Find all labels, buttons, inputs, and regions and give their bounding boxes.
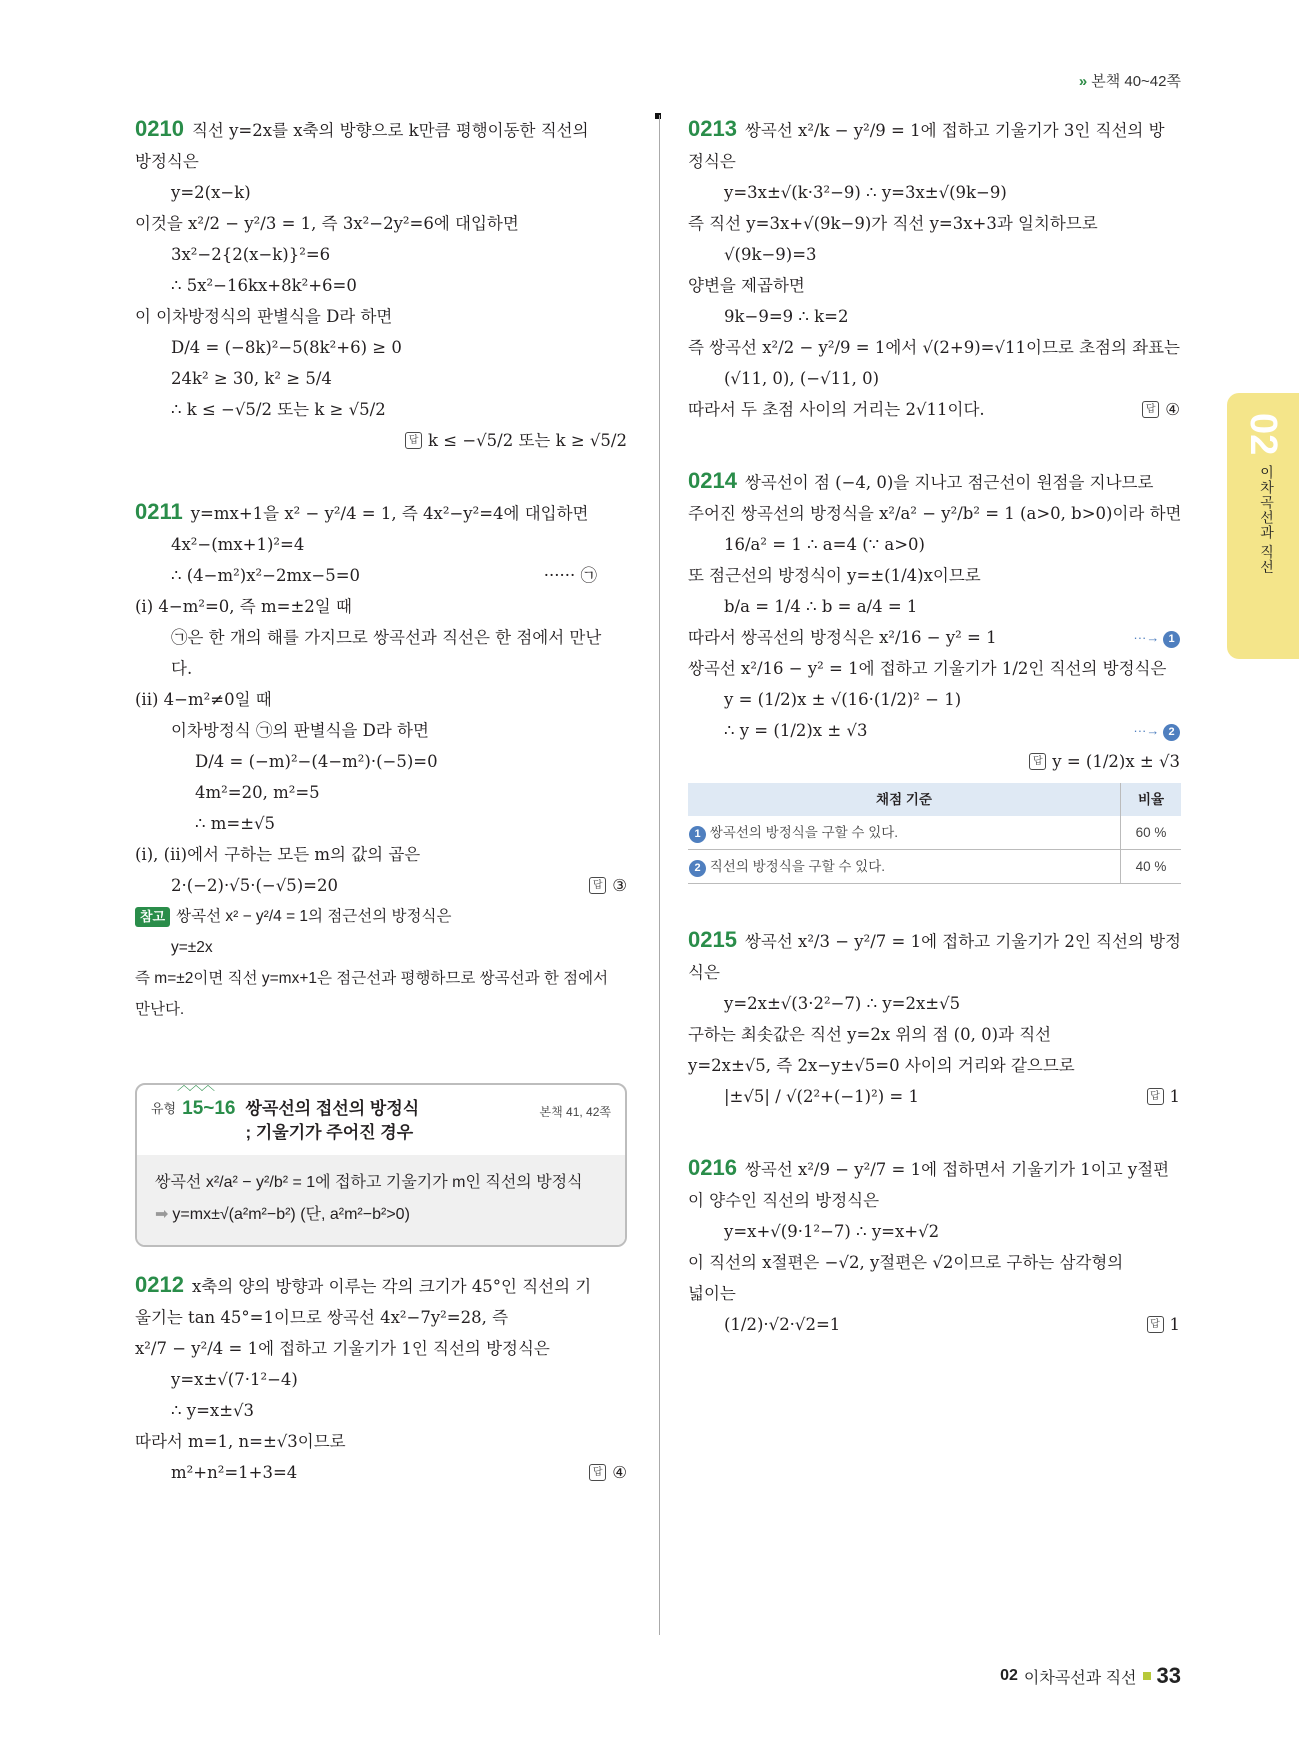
step-marker: ···→ 1 [1133, 622, 1180, 653]
text-line: x축의 양의 방향과 이루는 각의 크기가 45°인 직선의 기 [191, 1277, 592, 1296]
note-tag: 참고 [135, 907, 170, 927]
problem-number: 0211 [135, 499, 183, 524]
answer [589, 1457, 627, 1488]
text-line: 이 양수인 직선의 방정식은 [688, 1191, 880, 1210]
problem-0216 [688, 1152, 1180, 1340]
text-line: 즉 직선 y=3x+√(9k−9)가 직선 y=3x+3과 일치하므로 [688, 214, 1098, 233]
text-line: 식은 [688, 963, 720, 982]
equation-line: 9k−9=9 ∴ k=2 [724, 307, 849, 326]
equation-marker: ······ ㉠ [543, 566, 597, 585]
step-marker-1-icon: 1 [689, 826, 706, 843]
problem-number: 0210 [135, 116, 184, 141]
type-reference: 본책 41, 42쪽 [539, 1105, 611, 1119]
text-line: (ii) 4−m²≠0일 때 [135, 690, 272, 709]
text-line: 따라서 쌍곡선의 방정식은 x²/16 − y² = 1 [688, 628, 997, 647]
equation-line: D/4 = (−8k)²−5(8k²+6) ≥ 0 [171, 338, 402, 357]
note-line: 즉 m=±2이면 직선 y=mx+1은 점근선과 평행하므로 쌍곡선과 한 점에서 [135, 970, 609, 987]
equation-line: y=x+√(9·1²−7) ∴ y=x+√2 [724, 1222, 940, 1241]
column-divider-mark [655, 113, 661, 119]
grading-criterion: 직선의 방정식을 구할 수 있다. [709, 859, 886, 874]
type-summary-box [135, 1078, 627, 1247]
equation-line: ∴ y=x±√3 [171, 1401, 255, 1420]
equation-line: ∴ k ≤ −√5/2 또는 k ≥ √5/2 [171, 400, 386, 419]
answer [1147, 1081, 1181, 1112]
grading-percent: 60 % [1121, 816, 1182, 850]
problem-0215 [688, 924, 1180, 1112]
answer [1147, 1309, 1181, 1340]
problem-0212 [135, 1269, 627, 1488]
grading-percent: 40 % [1121, 850, 1182, 884]
answer-badge-icon: 답 [1147, 1088, 1164, 1105]
equation-line: b/a = 1/4 ∴ b = a/4 = 1 [724, 597, 918, 616]
answer-text: ③ [612, 876, 627, 895]
equation-line: 3x²−2{2(x−k)}²=6 [171, 245, 331, 264]
answer-text: 1 [1169, 1315, 1180, 1334]
equation-line: |±√5| / √(2²+(−1)²) = 1 [724, 1087, 919, 1106]
problem-0210 [135, 113, 627, 456]
text-line: y=mx+1을 x² − y²/4 = 1, 즉 4x²−y²=4에 대입하면 [190, 504, 589, 523]
text-line: 방정식은 [135, 152, 199, 171]
page-header-ref [1079, 70, 1181, 91]
type-label: 유형 [151, 1101, 177, 1116]
equation-line: m²+n²=1+3=4 [171, 1463, 298, 1482]
equation-line: y=3x±√(k·3²−9) ∴ y=3x±√(9k−9) [724, 183, 1007, 202]
note-line: y=±2x [171, 939, 213, 956]
text-line: 쌍곡선이 점 (−4, 0)을 지나고 점근선이 원점을 지나므로 [744, 473, 1154, 492]
answer-badge-icon: 답 [589, 1464, 606, 1481]
problem-0213 [688, 113, 1180, 425]
table-row [688, 850, 1181, 884]
problem-0214 [688, 465, 1180, 884]
answer-text: ④ [612, 1463, 627, 1482]
right-column [688, 113, 1180, 1340]
problem-number: 0213 [688, 116, 737, 141]
answer-badge-icon: 답 [405, 432, 422, 449]
grading-header: 비율 [1121, 783, 1182, 816]
side-tab-title: 이차곡선과 직선 [1259, 465, 1275, 575]
footer-chapter-title: 이차곡선과 직선 [1023, 1669, 1137, 1687]
answer-text: k ≤ −√5/2 또는 k ≥ √5/2 [428, 431, 627, 450]
step-marker: ···→ 2 [1133, 715, 1180, 746]
header-ref-text: 본책 40~42쪽 [1091, 73, 1181, 90]
grading-table [688, 783, 1181, 884]
equation-line: ∴ m=±√5 [195, 814, 276, 833]
problem-number: 0214 [688, 468, 737, 493]
note-line: 쌍곡선 x² − y²/4 = 1의 점근선의 방정식은 [176, 908, 452, 925]
text-line: 쌍곡선 x²/9 − y²/7 = 1에 접하면서 기울기가 1이고 y절편 [744, 1160, 1170, 1179]
equation-line: y=2x±√(3·2²−7) ∴ y=2x±√5 [724, 994, 961, 1013]
equation-line: y=2(x−k) [171, 183, 251, 202]
equation-line: ∴ 5x²−16kx+8k²+6=0 [171, 276, 357, 295]
text-line: 즉 쌍곡선 x²/2 − y²/9 = 1에서 √(2+9)=√11이므로 초점의 좌표는 [688, 338, 1180, 357]
type-body-line: y=mx±√(a²m²−b²) (단, a²m²−b²>0) [172, 1206, 410, 1223]
text-line: 이차방정식 ㉠의 판별식을 D라 하면 [171, 721, 429, 740]
note-line: 만난다. [135, 1001, 185, 1018]
problem-number: 0215 [688, 927, 737, 952]
text-line: 따라서 m=1, n=±√3이므로 [135, 1432, 346, 1451]
answer [405, 425, 627, 456]
text-line: (i) 4−m²=0, 즉 m=±2일 때 [135, 597, 352, 616]
column-divider [659, 115, 660, 1635]
page-footer [1000, 1663, 1181, 1689]
text-line: 따라서 두 초점 사이의 거리는 2√11이다. [688, 400, 985, 419]
text-line: 구하는 최솟값은 직선 y=2x 위의 점 (0, 0)과 직선 [688, 1025, 1052, 1044]
answer-badge-icon: 답 [1142, 401, 1159, 418]
equation-line: ∴ y = (1/2)x ± √3 [724, 721, 868, 740]
type-title: 쌍곡선의 접선의 방정식 [245, 1099, 420, 1118]
text-line: 직선 y=2x를 x축의 방향으로 k만큼 평행이동한 직선의 [191, 121, 589, 140]
problem-0211 [135, 496, 627, 1025]
answer-badge-icon: 답 [1147, 1316, 1164, 1333]
text-line: x²/7 − y²/4 = 1에 접하고 기울기가 1인 직선의 방정식은 [135, 1339, 550, 1358]
type-body-line: 쌍곡선 x²/a² − y²/b² = 1에 접하고 기울기가 m인 직선의 방정식 [155, 1174, 583, 1191]
text-line: 울기는 tan 45°=1이므로 쌍곡선 4x²−7y²=28, 즉 [135, 1308, 509, 1327]
problem-number: 0216 [688, 1155, 737, 1180]
equation-line: y=x±√(7·1²−4) [171, 1370, 298, 1389]
left-column [135, 113, 627, 1488]
text-line: 다. [171, 659, 193, 678]
type-number: 15~16 [182, 1098, 236, 1119]
equation-line: D/4 = (−m)²−(4−m²)·(−5)=0 [195, 752, 438, 771]
side-tab-number: 02 [1242, 413, 1284, 456]
text-line: 양변을 제곱하면 [688, 276, 805, 295]
answer-badge-icon: 답 [589, 877, 606, 894]
step-marker-1-icon: 1 [1163, 631, 1180, 648]
answer-badge-icon: 답 [1029, 753, 1046, 770]
type-subtitle: ; 기울기가 주어진 경우 [245, 1123, 414, 1142]
text-line: 넓이는 [688, 1284, 736, 1303]
zigzag-decoration-icon: ︿︿︿ [177, 1078, 213, 1094]
equation-line: 4x²−(mx+1)²=4 [171, 535, 305, 554]
arrow-right-icon: ➡ [155, 1206, 169, 1223]
text-line: 또 점근선의 방정식이 y=±(1/4)x이므로 [688, 566, 981, 585]
text-line: 주어진 쌍곡선의 방정식을 x²/a² − y²/b² = 1 (a>0, b>0)이라 하면 [688, 504, 1182, 523]
step-marker-2-icon: 2 [689, 860, 706, 877]
square-bullet-icon [1143, 1672, 1151, 1680]
text-line: 정식은 [688, 152, 736, 171]
equation-line: (√11, 0), (−√11, 0) [724, 369, 880, 388]
answer [1029, 746, 1180, 777]
table-row [688, 816, 1181, 850]
text-line: 쌍곡선 x²/k − y²/9 = 1에 접하고 기울기가 3인 직선의 방 [744, 121, 1165, 140]
text-line: 이것을 x²/2 − y²/3 = 1, 즉 3x²−2y²=6에 대입하면 [135, 214, 519, 233]
grading-header: 채점 기준 [688, 783, 1121, 816]
equation-line: 16/a² = 1 ∴ a=4 (∵ a>0) [724, 535, 925, 554]
text-line: 이 직선의 x절편은 −√2, y절편은 √2이므로 구하는 삼각형의 [688, 1253, 1124, 1272]
grading-criterion: 쌍곡선의 방정식을 구할 수 있다. [709, 825, 899, 840]
text-line: 쌍곡선 x²/16 − y² = 1에 접하고 기울기가 1/2인 직선의 방정식은 [688, 659, 1167, 678]
text-line: 쌍곡선 x²/3 − y²/7 = 1에 접하고 기울기가 2인 직선의 방정 [744, 932, 1181, 951]
equation-line: (1/2)·√2·√2=1 [724, 1315, 841, 1334]
answer-text: y = (1/2)x ± √3 [1052, 752, 1180, 771]
answer [589, 870, 627, 901]
double-chevron-icon: » [1078, 73, 1088, 90]
text-line: 이 이차방정식의 판별식을 D라 하면 [135, 307, 393, 326]
equation-line: 24k² ≥ 30, k² ≥ 5/4 [171, 369, 332, 388]
equation-line: 2·(−2)·√5·(−√5)=20 [171, 876, 338, 895]
text-line: (i), (ii)에서 구하는 모든 m의 값의 곱은 [135, 845, 421, 864]
text-line: ㉠은 한 개의 해를 가지므로 쌍곡선과 직선은 한 점에서 만난 [171, 628, 602, 647]
equation-line: 4m²=20, m²=5 [195, 783, 320, 802]
page-number: 33 [1156, 1663, 1181, 1688]
chapter-side-tab [1227, 393, 1299, 659]
footer-chapter-number: 02 [1000, 1667, 1018, 1684]
equation-line: √(9k−9)=3 [724, 245, 817, 264]
answer-text: ④ [1165, 400, 1180, 419]
equation-line: y = (1/2)x ± √(16·(1/2)² − 1) [724, 690, 962, 709]
problem-number: 0212 [135, 1272, 184, 1297]
answer-text: 1 [1169, 1087, 1180, 1106]
answer [1142, 394, 1180, 425]
text-line: y=2x±√5, 즉 2x−y±√5=0 사이의 거리와 같으므로 [688, 1056, 1075, 1075]
step-marker-2-icon: 2 [1163, 724, 1180, 741]
equation-line: ∴ (4−m²)x²−2mx−5=0 [171, 566, 361, 585]
